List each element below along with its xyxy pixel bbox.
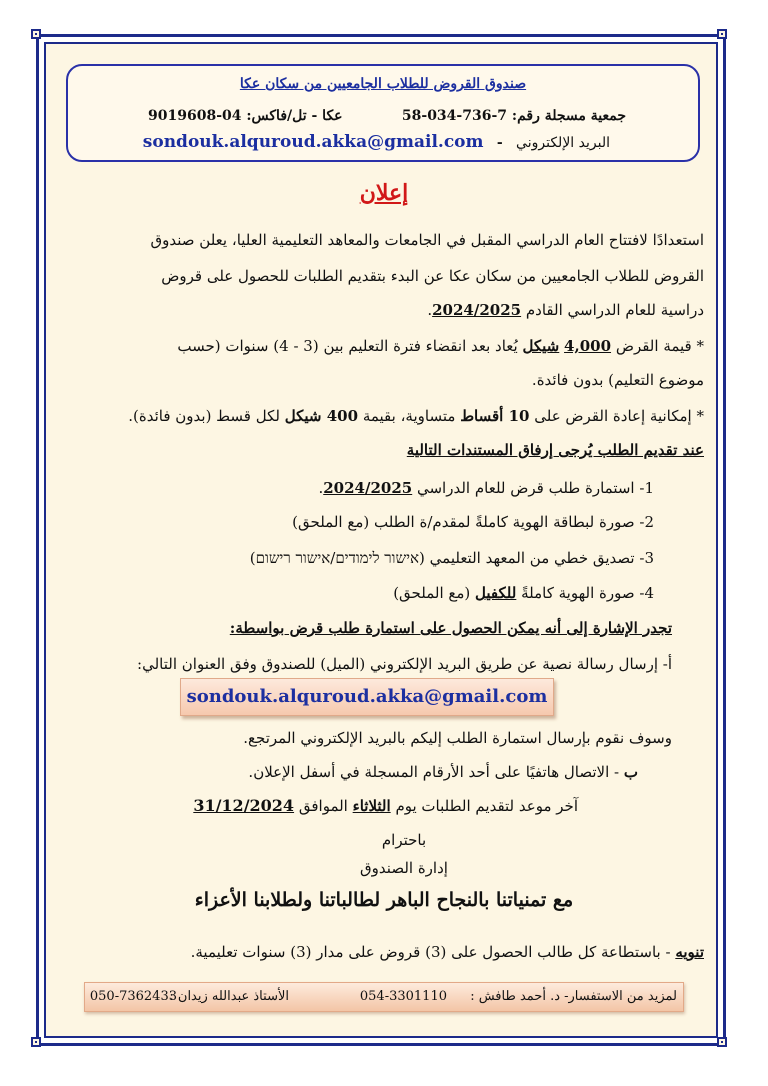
form-heading: تجدر الإشارة إلى أنه يمكن الحصول على استمارة طلب قرض بواسطة: [229, 619, 672, 637]
header-box [66, 64, 700, 162]
send-back-note: وسوف نقوم بإرسال استمارة الطلب إليكم بالبريد الإلكتروني المرتجع. [243, 729, 672, 747]
contact-1-label: لمزيد من الاستفسار- د. أحمد طافش : [470, 989, 677, 1004]
header-email-link[interactable]: sondouk.alquroud.akka@gmail.com [142, 132, 484, 152]
option-a: أ- إرسال رسالة نصية عن طريق البريد الإلكتروني (الميل) للصندوق وفق العنوان التالي: [137, 655, 672, 673]
wishes: مع تمنياتنا بالنجاح الباهر لطالباتنا ولطلابنا الأعزاء [194, 889, 574, 911]
document-item-2: 2- صورة لبطاقة الهوية كاملةً لمقدم/ة الطلب (مع الملحق) [292, 513, 654, 531]
corner-ornament [31, 29, 41, 39]
contact-2-label: الأستاذ عبدالله زيدان : [169, 989, 289, 1004]
corner-ornament [717, 1037, 727, 1047]
loan-amount: 4,000 [564, 337, 612, 355]
regards: باحترام [381, 831, 427, 849]
corner-ornament [717, 29, 727, 39]
tel-fax [148, 108, 343, 124]
footer-contacts [84, 982, 684, 1012]
tel-label: عكا - تل/فاكس: [246, 108, 343, 124]
intro-line-3: دراسية للعام الدراسي القادم 2024/2025. [427, 301, 704, 319]
option-b: ب - الاتصال هاتفيًا على أحد الأرقام المسجلة في أسفل الإعلان. [248, 763, 638, 781]
documents-heading: عند تقديم الطلب يُرجى إرفاق المستندات التالية [406, 441, 704, 459]
document-item-1: 1- استمارة طلب قرض للعام الدراسي 2024/2025. [318, 479, 654, 497]
announcement-title: إعلان [359, 180, 409, 206]
document-item-4: 4- صورة الهوية كاملةً للكفيل (مع الملحق) [393, 584, 654, 602]
deadline-line: آخر موعد لتقديم الطلبات يوم الثلاثاء الموافق 31/12/2024 [193, 796, 578, 815]
tel-number: 04-9019608 [148, 108, 242, 124]
loan-value-line: * قيمة القرض 4,000 شيكل يُعاد بعد انقضاء فترة التعليم بين (3 - 4) سنوات (حسب [177, 337, 704, 355]
academic-year: 2024/2025 [432, 301, 522, 319]
document-item-3: 3- تصديق خطي من المعهد التعليمي (אישור לימודים/אישור רישום) [249, 549, 654, 567]
contact-email-box[interactable]: sondouk.alquroud.akka@gmail.com [180, 678, 554, 716]
intro-line-2: القروض للطلاب الجامعيين من سكان عكا عن البدء بتقديم الطلبات للحصول على قروض [161, 267, 704, 285]
contact-1-phone[interactable]: 054-3301110 [359, 989, 447, 1004]
installments-line: * إمكانية إعادة القرض على 10 أقساط متساوية، بقيمة 400 شيكل لكل قسط (بدون فائدة). [128, 407, 704, 425]
registration-number: جمعية مسجلة رقم: 7-736-034-58 [401, 108, 626, 124]
email-dash: - [496, 135, 503, 151]
loan-value-line-2: موضوع التعليم) بدون فائدة. [531, 371, 704, 389]
deadline-date: 31/12/2024 [193, 796, 295, 815]
contact-2-phone[interactable]: 050-7362433 [89, 989, 177, 1004]
fund-name: صندوق القروض للطلاب الجامعيين من سكان عكا [239, 76, 527, 92]
header-email-line [143, 132, 610, 152]
loan-currency: شيكل [522, 337, 560, 355]
management: إدارة الصندوق [360, 859, 448, 877]
email-label: البريد الإلكتروني [516, 135, 610, 151]
note-line: تنويه - باستطاعة كل طالب الحصول على (3) قروض على مدار (3) سنوات تعليمية. [190, 943, 704, 961]
intro-line-1: استعدادًا لافتتاح العام الدراسي المقبل في الجامعات والمعاهد التعليمية العليا، يعلن صندوق [150, 231, 704, 249]
corner-ornament [31, 1037, 41, 1047]
